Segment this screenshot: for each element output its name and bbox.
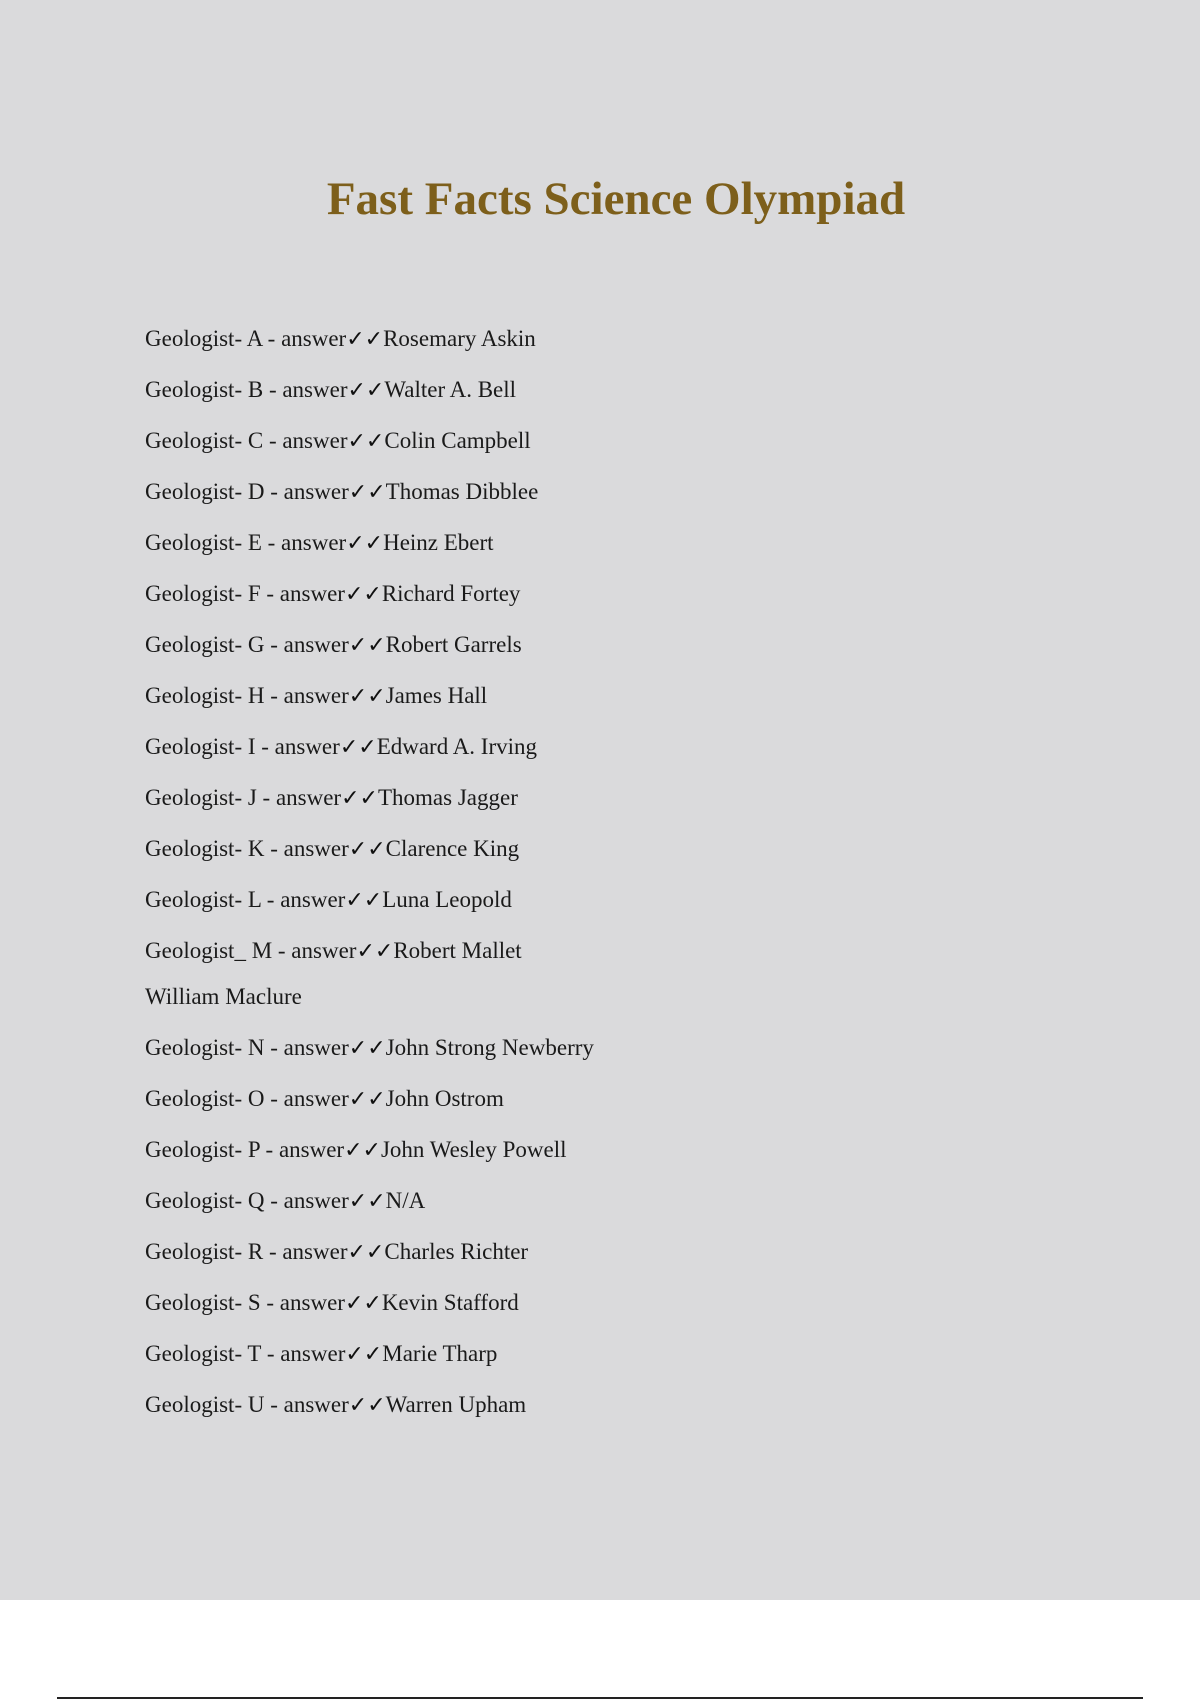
question-text: Geologist- E - answer (145, 530, 347, 555)
qa-item (145, 1082, 594, 1133)
double-check-icon: ✓✓ (348, 1189, 386, 1214)
qa-item (145, 322, 594, 373)
question-text: Geologist- J - answer (145, 785, 342, 810)
qa-item (145, 679, 594, 730)
qa-list (145, 322, 594, 1439)
answer-text: Edward A. Irving (376, 734, 538, 759)
double-check-icon: ✓✓ (344, 1138, 381, 1163)
qa-item (145, 781, 594, 832)
answer-text: Warren Upham (385, 1392, 527, 1417)
question-text: Geologist- N - answer (145, 1035, 349, 1060)
qa-item (145, 1286, 594, 1337)
question-text: Geologist- T - answer (145, 1341, 346, 1366)
double-check-icon: ✓✓ (348, 1393, 386, 1418)
qa-item (145, 424, 594, 475)
answer-text: N/A (385, 1188, 426, 1213)
answer-continuation: William Maclure (145, 984, 302, 1009)
double-check-icon: ✓✓ (345, 888, 383, 913)
double-check-icon: ✓✓ (348, 480, 386, 505)
answer-text: Marie Tharp (382, 1341, 498, 1366)
question-text: Geologist- I - answer (145, 734, 340, 759)
footer-divider (57, 1697, 1143, 1699)
qa-item (145, 934, 594, 980)
double-check-icon: ✓✓ (339, 735, 377, 760)
question-text: Geologist- Q - answer (145, 1188, 349, 1213)
double-check-icon: ✓✓ (347, 1240, 385, 1265)
double-check-icon: ✓✓ (348, 633, 386, 658)
qa-item (145, 628, 594, 679)
qa-item (145, 1337, 594, 1388)
question-text: Geologist- G - answer (145, 632, 349, 657)
double-check-icon: ✓✓ (344, 1291, 382, 1316)
answer-text: John Strong Newberry (385, 1035, 594, 1060)
answer-text: John Wesley Powell (380, 1137, 567, 1162)
question-text: Geologist- H - answer (145, 683, 349, 708)
double-check-icon: ✓✓ (348, 837, 386, 862)
answer-text: Robert Mallet (393, 938, 522, 963)
question-text: Geologist- S - answer (145, 1290, 345, 1315)
qa-item (145, 832, 594, 883)
double-check-icon: ✓✓ (345, 1342, 383, 1367)
answer-text: Heinz Ebert (383, 530, 494, 555)
double-check-icon: ✓✓ (347, 429, 385, 454)
qa-item (145, 1388, 594, 1439)
answer-text: Thomas Jagger (377, 785, 518, 810)
double-check-icon: ✓✓ (347, 378, 385, 403)
question-text: Geologist- D - answer (145, 479, 349, 504)
question-text: Geologist- U - answer (145, 1392, 349, 1417)
answer-text: James Hall (385, 683, 488, 708)
qa-item (145, 730, 594, 781)
answer-text: Thomas Dibblee (385, 479, 539, 504)
question-text: Geologist- K - answer (145, 836, 349, 861)
answer-text: Kevin Stafford (381, 1290, 519, 1315)
answer-text: Walter A. Bell (384, 377, 517, 402)
answer-text: Rosemary Askin (383, 326, 536, 351)
question-text: Geologist- O - answer (145, 1086, 349, 1111)
qa-item (145, 883, 594, 934)
qa-item (145, 1133, 594, 1184)
qa-item (145, 526, 594, 577)
qa-item (145, 1235, 594, 1286)
double-check-icon: ✓✓ (344, 582, 382, 607)
page-title: Fast Facts Science Olympiad (326, 173, 906, 225)
double-check-icon: ✓✓ (346, 531, 384, 556)
question-text: Geologist- P - answer (145, 1137, 345, 1162)
answer-text: Colin Campbell (384, 428, 531, 453)
answer-text: Luna Leopold (382, 887, 512, 912)
answer-text: Clarence King (385, 836, 520, 861)
question-text: Geologist- L - answer (145, 887, 346, 912)
double-check-icon: ✓✓ (341, 786, 378, 811)
question-text: Geologist- C - answer (145, 428, 348, 453)
double-check-icon: ✓✓ (348, 684, 386, 709)
answer-text: Robert Garrels (385, 632, 522, 657)
double-check-icon: ✓✓ (356, 939, 394, 964)
qa-item (145, 373, 594, 424)
qa-item (145, 475, 594, 526)
question-text: Geologist- A - answer (145, 326, 347, 351)
qa-item (145, 1184, 594, 1235)
double-check-icon: ✓✓ (348, 1087, 386, 1112)
answer-text: Charles Richter (384, 1239, 529, 1264)
qa-item (145, 1031, 594, 1082)
double-check-icon: ✓✓ (348, 1036, 386, 1061)
question-text: Geologist- R - answer (145, 1239, 348, 1264)
question-text: Geologist_ M - answer (145, 938, 357, 963)
question-text: Geologist- F - answer (145, 581, 345, 606)
qa-item (145, 577, 594, 628)
double-check-icon: ✓✓ (346, 327, 384, 352)
question-text: Geologist- B - answer (145, 377, 348, 402)
answer-text: John Ostrom (385, 1086, 504, 1111)
answer-text: Richard Fortey (381, 581, 521, 606)
